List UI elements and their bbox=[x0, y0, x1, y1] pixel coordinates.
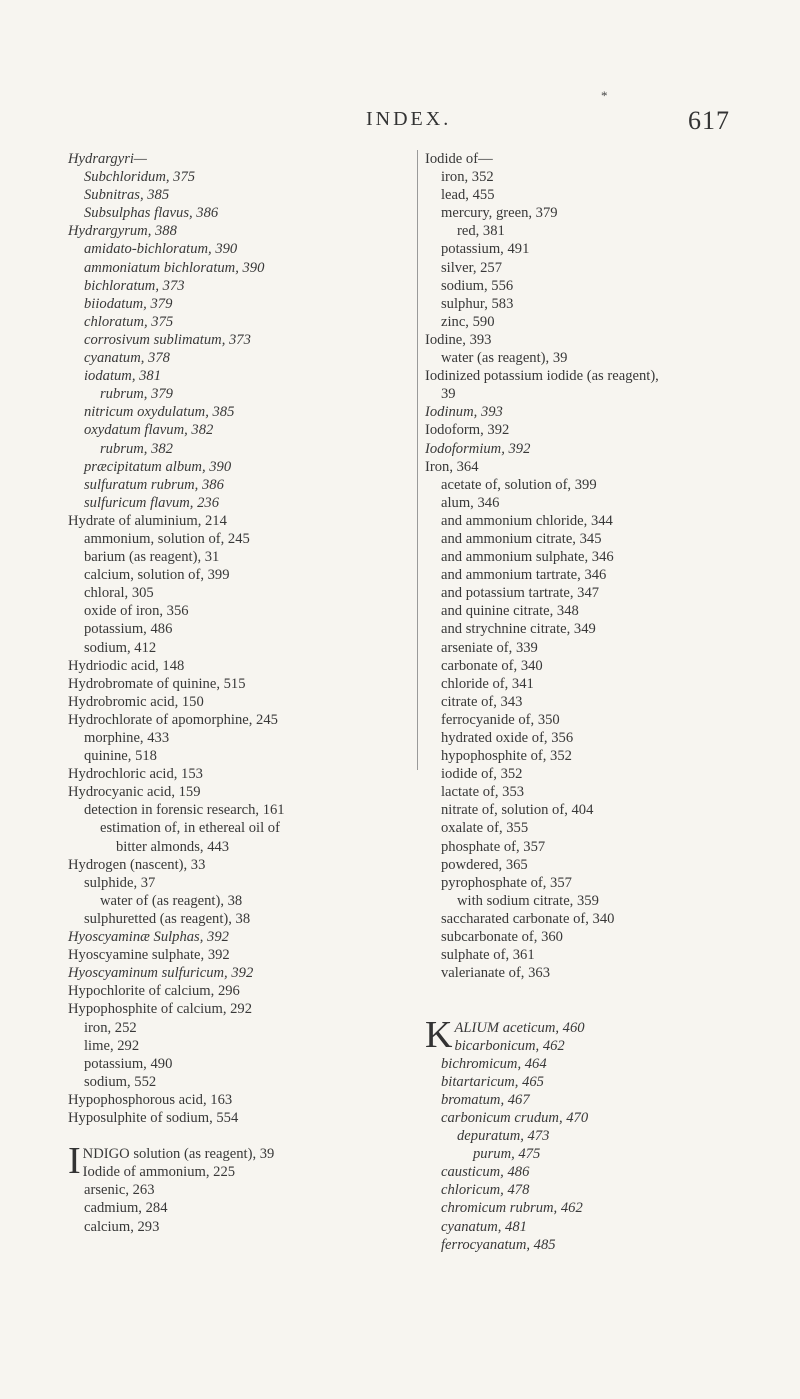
section-k-lines bbox=[425, 1037, 770, 1254]
index-entry: water (as reagent), 39 bbox=[441, 350, 568, 367]
index-entry: Subsulphas flavus, 386 bbox=[84, 205, 219, 222]
section-i-lines bbox=[68, 1163, 413, 1235]
index-entry: ferrocyanide of, 350 bbox=[441, 711, 560, 728]
left-entries bbox=[68, 150, 413, 1127]
index-entry: corrosivum sublimatum, 373 bbox=[84, 331, 251, 348]
index-entry: Iodoform, 392 bbox=[425, 422, 510, 439]
index-entry: Iodide of ammonium, 225 bbox=[82, 1164, 236, 1181]
right-column bbox=[425, 150, 770, 1254]
running-title: INDEX. bbox=[366, 108, 452, 130]
section-gap bbox=[425, 1000, 770, 1018]
index-entry: and ammonium citrate, 345 bbox=[441, 530, 602, 547]
index-entry: and strychnine citrate, 349 bbox=[441, 621, 596, 638]
index-entry: red, 381 bbox=[457, 223, 505, 240]
index-entry: cadmium, 284 bbox=[84, 1200, 168, 1217]
index-entry: Hydrargyrum, 388 bbox=[68, 223, 177, 240]
index-entry: and ammonium chloride, 344 bbox=[441, 512, 613, 529]
index-entry: potassium, 491 bbox=[441, 241, 530, 258]
index-entry: sulphide, 37 bbox=[84, 874, 156, 891]
index-entry: Hydrogen (nascent), 33 bbox=[68, 856, 206, 873]
index-entry: and quinine citrate, 348 bbox=[441, 603, 579, 620]
index-entry: ammonium, solution of, 245 bbox=[84, 530, 250, 547]
index-entry: lactate of, 353 bbox=[441, 784, 525, 801]
index-entry: ferrocyanatum, 485 bbox=[441, 1236, 556, 1253]
index-entry: chloricum, 478 bbox=[441, 1182, 530, 1199]
index-entry: Hydrobromate of quinine, 515 bbox=[68, 675, 246, 692]
index-entry: depuratum, 473 bbox=[457, 1128, 550, 1145]
index-entry: cyanatum, 378 bbox=[84, 350, 170, 367]
index-entry: nitrate of, solution of, 404 bbox=[441, 802, 594, 819]
index-entry: Hypophosphite of calcium, 292 bbox=[68, 1001, 253, 1018]
index-entry: Hydrochloric acid, 153 bbox=[68, 766, 203, 783]
right-entries bbox=[425, 150, 770, 982]
index-entry: alum, 346 bbox=[441, 494, 500, 511]
index-entry: bitter almonds, 443 bbox=[116, 838, 230, 855]
index-entry: Hydrocyanic acid, 159 bbox=[68, 784, 201, 801]
index-entry: water of (as reagent), 38 bbox=[100, 892, 243, 909]
index-entry: bitartaricum, 465 bbox=[441, 1073, 544, 1090]
index-entry: carbonicum crudum, 470 bbox=[441, 1109, 589, 1126]
index-entry: sodium, 412 bbox=[84, 639, 157, 656]
section-i-first-text: NDIGO solution (as reagent), 39 bbox=[82, 1146, 275, 1163]
index-entry: rubrum, 379 bbox=[100, 386, 173, 403]
index-entry: lead, 455 bbox=[441, 187, 495, 204]
index-entry: cyanatum, 481 bbox=[441, 1218, 527, 1235]
index-entry: bromatum, 467 bbox=[441, 1091, 530, 1108]
index-entry: quinine, 518 bbox=[84, 748, 157, 765]
index-entry: oxalate of, 355 bbox=[441, 820, 529, 837]
index-entry: sulphuretted (as reagent), 38 bbox=[84, 910, 251, 927]
index-entry: arseniate of, 339 bbox=[441, 639, 538, 656]
index-entry: chromicum rubrum, 462 bbox=[441, 1200, 583, 1217]
index-entry: pyrophosphate of, 357 bbox=[441, 874, 572, 891]
index-entry: detection in forensic research, 161 bbox=[84, 802, 285, 819]
index-entry: Iodinum, 393 bbox=[425, 404, 503, 421]
index-entry: Hypochlorite of calcium, 296 bbox=[68, 983, 240, 1000]
index-entry: morphine, 433 bbox=[84, 730, 170, 746]
index-entry: Subchloridum, 375 bbox=[84, 169, 196, 186]
section-gap bbox=[425, 982, 770, 1000]
index-entry: bicarbonicum, 462 bbox=[454, 1037, 565, 1054]
index-entry: and ammonium sulphate, 346 bbox=[441, 549, 614, 566]
index-entry: Hyoscyaminum sulfuricum, 392 bbox=[68, 965, 254, 982]
index-entry: Iodide of— bbox=[425, 151, 493, 167]
column-divider bbox=[417, 150, 418, 770]
index-entry: sulphate of, 361 bbox=[441, 947, 535, 964]
index-entry: and potassium tartrate, 347 bbox=[441, 585, 600, 602]
index-entry: Hypophosphorous acid, 163 bbox=[68, 1091, 233, 1108]
index-entry: Hydrobromic acid, 150 bbox=[68, 693, 204, 710]
index-entry: Hydrargyri— bbox=[68, 151, 147, 167]
index-entry: præcipitatum album, 390 bbox=[84, 458, 232, 475]
drop-initial: I bbox=[68, 1140, 81, 1183]
index-entry: Hyoscyaminæ Sulphas, 392 bbox=[68, 929, 229, 946]
index-entry: estimation of, in ethereal oil of bbox=[100, 820, 280, 837]
index-entry: Iodine, 393 bbox=[425, 331, 492, 348]
index-entry: Subnitras, 385 bbox=[84, 187, 170, 204]
index-entry: chloratum, 375 bbox=[84, 313, 174, 330]
index-entry: iodatum, 381 bbox=[84, 368, 162, 385]
index-entry: Iodinized potassium iodide (as reagent), bbox=[425, 368, 659, 385]
index-entry: Hydrate of aluminium, 214 bbox=[68, 512, 227, 529]
index-entry: sulfuricum flavum, 236 bbox=[84, 494, 219, 511]
index-entry: lime, 292 bbox=[84, 1037, 140, 1054]
index-entry: bichromicum, 464 bbox=[441, 1055, 547, 1072]
section-i bbox=[68, 1140, 413, 1235]
index-entry: sulfuratum rubrum, 386 bbox=[84, 476, 224, 493]
index-entry: barium (as reagent), 31 bbox=[84, 549, 220, 566]
index-entry: Hydrochlorate of apomorphine, 245 bbox=[68, 711, 278, 728]
asterisk-mark: * bbox=[601, 88, 608, 103]
index-entry: rubrum, 382 bbox=[100, 440, 173, 457]
section-k-first-text: ALIUM aceticum, 460 bbox=[454, 1019, 585, 1036]
index-entry: biiodatum, 379 bbox=[84, 295, 173, 312]
index-entry: Hyposulphite of sodium, 554 bbox=[68, 1109, 239, 1126]
index-entry: Iodoformium, 392 bbox=[425, 440, 531, 457]
index-entry: causticum, 486 bbox=[441, 1164, 530, 1181]
index-entry: calcium, 293 bbox=[84, 1218, 160, 1235]
index-entry: oxydatum flavum, 382 bbox=[84, 422, 214, 439]
index-entry: zinc, 590 bbox=[441, 313, 495, 330]
index-entry: and ammonium tartrate, 346 bbox=[441, 567, 607, 584]
index-entry: acetate of, solution of, 399 bbox=[441, 476, 597, 493]
drop-initial: K bbox=[425, 1013, 453, 1056]
index-entry: valerianate of, 363 bbox=[441, 965, 550, 982]
index-entry: silver, 257 bbox=[441, 259, 503, 276]
index-entry: subcarbonate of, 360 bbox=[441, 929, 563, 946]
index-entry: Hydriodic acid, 148 bbox=[68, 657, 185, 674]
index-entry: iron, 352 bbox=[441, 169, 494, 186]
index-entry: potassium, 486 bbox=[84, 621, 173, 638]
index-entry: calcium, solution of, 399 bbox=[84, 567, 230, 584]
index-entry: powdered, 365 bbox=[441, 856, 528, 873]
left-column bbox=[68, 150, 413, 1236]
page-header bbox=[0, 108, 800, 138]
index-entry: amidato-bichloratum, 390 bbox=[84, 241, 238, 258]
index-entry: Hyoscyamine sulphate, 392 bbox=[68, 947, 230, 964]
index-entry: hydrated oxide of, 356 bbox=[441, 730, 574, 746]
index-entry: phosphate of, 357 bbox=[441, 838, 546, 855]
index-entry: with sodium citrate, 359 bbox=[457, 892, 599, 909]
index-entry: chloral, 305 bbox=[84, 585, 154, 602]
index-entry: bichloratum, 373 bbox=[84, 277, 185, 294]
section-k bbox=[425, 1013, 770, 1254]
index-entry: 39 bbox=[441, 386, 456, 403]
index-entry: chloride of, 341 bbox=[441, 675, 534, 692]
index-entry: nitricum oxydulatum, 385 bbox=[84, 404, 235, 421]
index-entry: iron, 252 bbox=[84, 1019, 137, 1036]
index-entry: saccharated carbonate of, 340 bbox=[441, 910, 615, 927]
section-gap bbox=[68, 1127, 413, 1145]
index-entry: iodide of, 352 bbox=[441, 766, 523, 783]
index-entry: purum, 475 bbox=[473, 1146, 541, 1163]
index-entry: oxide of iron, 356 bbox=[84, 603, 189, 620]
index-entry: arsenic, 263 bbox=[84, 1182, 155, 1199]
index-entry: sodium, 552 bbox=[84, 1073, 157, 1090]
index-entry: hypophosphite of, 352 bbox=[441, 748, 572, 765]
index-entry: citrate of, 343 bbox=[441, 693, 523, 710]
page-number: 617 bbox=[688, 106, 730, 135]
index-entry: sodium, 556 bbox=[441, 277, 514, 294]
index-entry: potassium, 490 bbox=[84, 1055, 173, 1072]
index-entry: ammoniatum bichloratum, 390 bbox=[84, 259, 265, 276]
index-entry: Iron, 364 bbox=[425, 458, 479, 475]
index-entry: sulphur, 583 bbox=[441, 295, 514, 312]
index-entry: carbonate of, 340 bbox=[441, 657, 543, 674]
index-entry: mercury, green, 379 bbox=[441, 205, 558, 222]
